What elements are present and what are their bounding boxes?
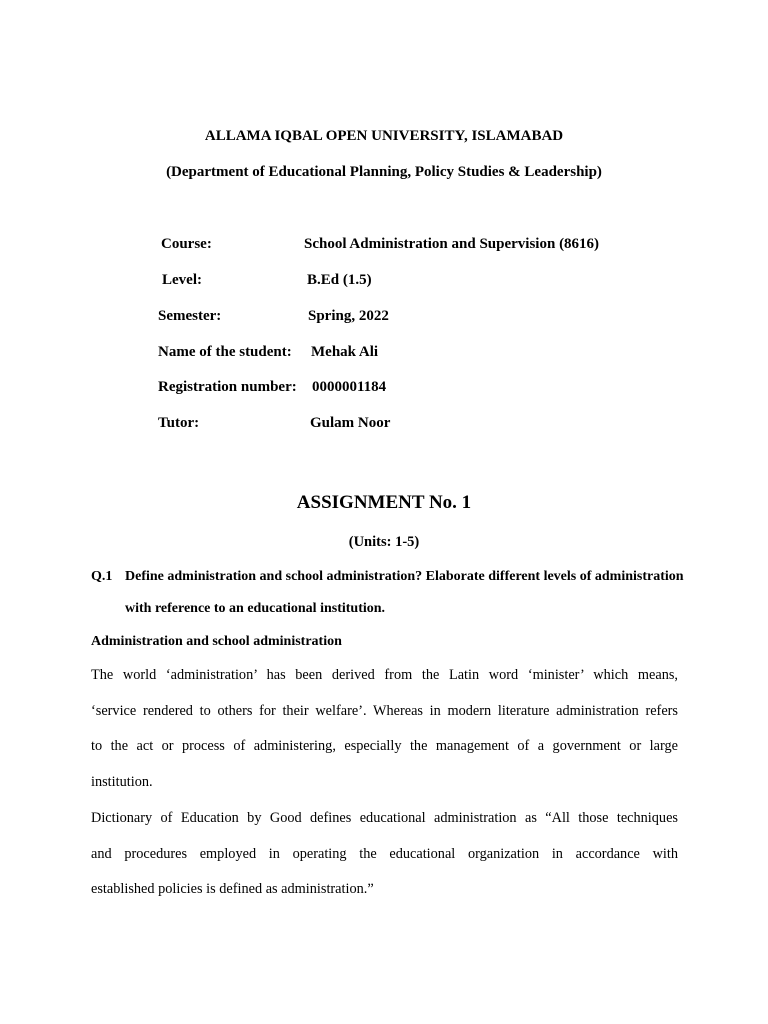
question-text-line-2: with reference to an educational institution. xyxy=(125,601,386,616)
section-heading: Administration and school administration xyxy=(91,634,342,649)
tutor-value: Gulam Noor xyxy=(310,415,391,431)
paragraph-2-line: established policies is defined as administration.” xyxy=(91,881,374,898)
paragraph-1 xyxy=(91,658,678,800)
university-name: ALLAMA IQBAL OPEN UNIVERSITY, ISLAMABAD xyxy=(204,128,564,144)
assignment-title: ASSIGNMENT No. 1 xyxy=(296,492,472,513)
course-value: School Administration and Supervision (8616) xyxy=(304,236,600,252)
semester-label: Semester: xyxy=(158,308,222,324)
paragraph-2-line: Dictionary of Education by Good defines educational administration as “All those techniques xyxy=(91,810,678,826)
student-name-label: Name of the student: xyxy=(158,344,292,360)
paragraph-2-line: and procedures employed in operating the educational organization in accordance with xyxy=(91,845,678,862)
paragraph-1-line: The world ‘administration’ has been derived from the Latin word ‘minister’ which means, xyxy=(91,667,678,683)
question-text-line-1: Define administration and school administration? Elaborate different levels of administration xyxy=(125,569,684,584)
level-label: Level: xyxy=(162,272,202,288)
tutor-label: Tutor: xyxy=(158,415,200,431)
registration-number-label: Registration number: xyxy=(158,379,297,395)
paragraph-1-line: institution. xyxy=(91,773,153,790)
paragraph-2 xyxy=(91,801,678,908)
paragraph-1-line: ‘service rendered to others for their welfare’. Whereas in modern literature administration refers xyxy=(91,702,678,719)
assignment-units: (Units: 1-5) xyxy=(348,534,420,550)
student-name-value: Mehak Ali xyxy=(311,344,379,360)
registration-number-value: 0000001184 xyxy=(312,379,387,395)
paragraph-1-line: to the act or process of administering, especially the management of a government or large xyxy=(91,738,678,755)
course-label: Course: xyxy=(161,236,212,252)
department-name: (Department of Educational Planning, Policy Studies & Leadership) xyxy=(166,164,602,180)
question-number: Q.1 xyxy=(91,569,113,584)
semester-value: Spring, 2022 xyxy=(308,308,389,324)
level-value: B.Ed (1.5) xyxy=(307,272,372,288)
